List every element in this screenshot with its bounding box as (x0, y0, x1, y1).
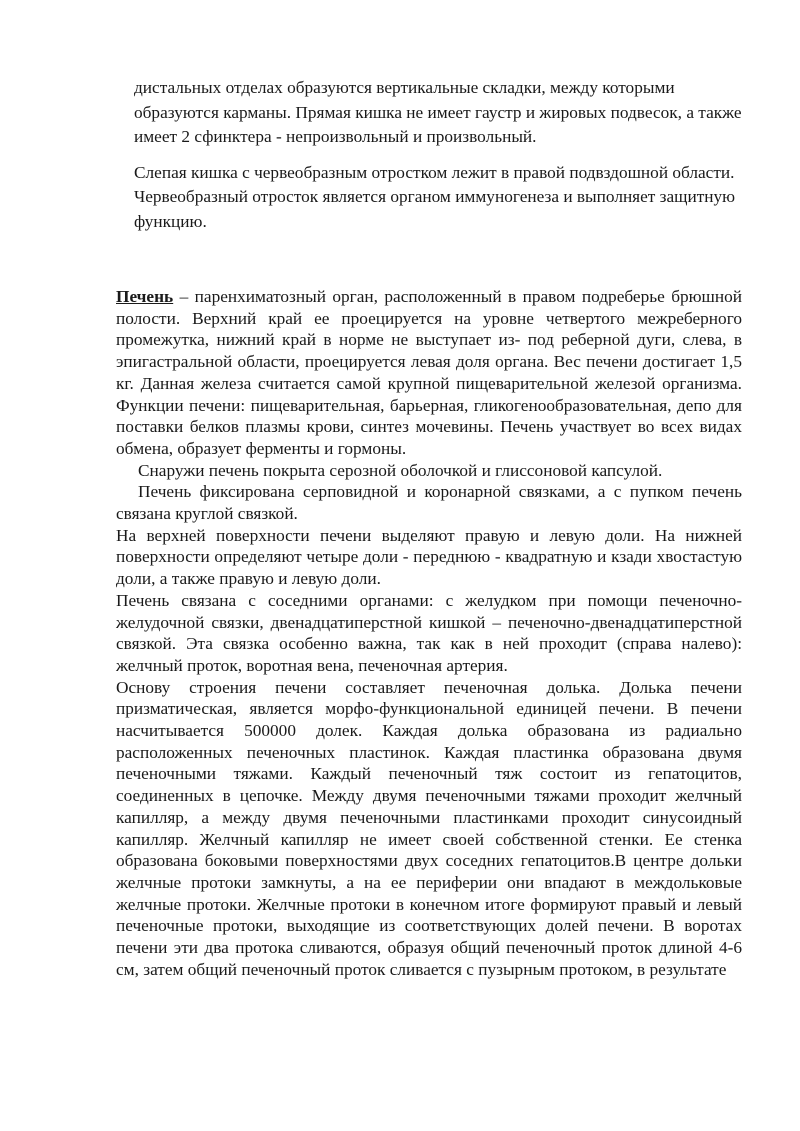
liver-term: Печень (116, 287, 174, 306)
rectum-paragraph: дистальных отделах образуются вертикальные складки, между которыми образуются карманы. Прямая кишка не имеет гаустр и жировых подвесок, а также имеет 2 сфинктера - непроизвольный и произвольный. (134, 78, 742, 146)
liver-neighbors-paragraph: Печень связана с соседними органами: с желудком при помощи печеночно-желудочной связки, двенадцатиперстной кишкой – печеночно-двенадцатиперстной связкой. Эта связка особенно важна, так как в ней проходит (справа налево): желчный проток, воротная вена, печеночная артерия. (116, 590, 742, 675)
liver-intro-text: – паренхиматозный орган, расположенный в правом подреберье брюшной полости. Верхний край ее проецируется на уровне четвертого межреберного промежутка, нижний край в норме не выступает из- под реберной дуги, слева, в эпигастральной области, проецируется левая доля органа. Вес печени достигает 1,5 кг. Данная железа считается самой крупной пищеварительной железой организма. Функции печени: пищеварительная, барьерная, гликогенообразовательная, депо для поставки белков плазмы крови, синтез мочевины. Печень участвует во всех видах обмена, образует ферменты и гормоны. (116, 287, 742, 458)
liver-lobes-paragraph: На верхней поверхности печени выделяют правую и левую доли. На нижней поверхности определяют четыре доли - переднюю - квадратную и кзади хвостастую доли, а также правую и левую доли. (116, 525, 742, 589)
cecum-paragraph: Слепая кишка с червеобразным отростком лежит в правой подвздошной области. Червеобразный отросток является органом иммуногенеза и выполняет защитную функцию. (134, 162, 736, 231)
liver-capsule-paragraph: Снаружи печень покрыта серозной оболочкой и глиссоновой капсулой. (138, 460, 663, 480)
liver-section (116, 286, 742, 981)
liver-intro-paragraph (116, 286, 742, 460)
intestine-text-block (134, 76, 750, 245)
liver-ligaments-paragraph: Печень фиксирована серповидной и коронарной связками, а с пупком печень связана круглой связкой. (116, 482, 742, 524)
liver-lobule-paragraph: Основу строения печени составляет печеночная долька. Долька печени призматическая, является морфо-функциональной единицей печени. В печени насчитывается 500000 долек. Каждая долька образована из радиально расположенных печеночных пластинок. Каждая пластинка образована двумя печеночными тяжами. Каждый печеночный тяж состоит из гепатоцитов, соединенных в цепочке. Между двумя печеночными тяжами проходит желчный капилляр, а между двумя печеночными пластинками проходит синусоидный капилляр. Желчный капилляр не имеет своей собственной стенки. Ее стенка образована боковыми поверхностями двух соседних гепатоцитов.В центре дольки желчные протоки замкнуты, а на ее периферии они впадают в междольковые желчные протоки. Желчные протоки в конечном итоге формируют правый и левый печеночные протоки, выходящие из соответствующих долей печени. В воротах печени эти два протока сливаются, образуя общий печеночный проток длиной 4-6 см, затем общий печеночный проток сливается с пузырным протоком, в результате (116, 677, 742, 979)
